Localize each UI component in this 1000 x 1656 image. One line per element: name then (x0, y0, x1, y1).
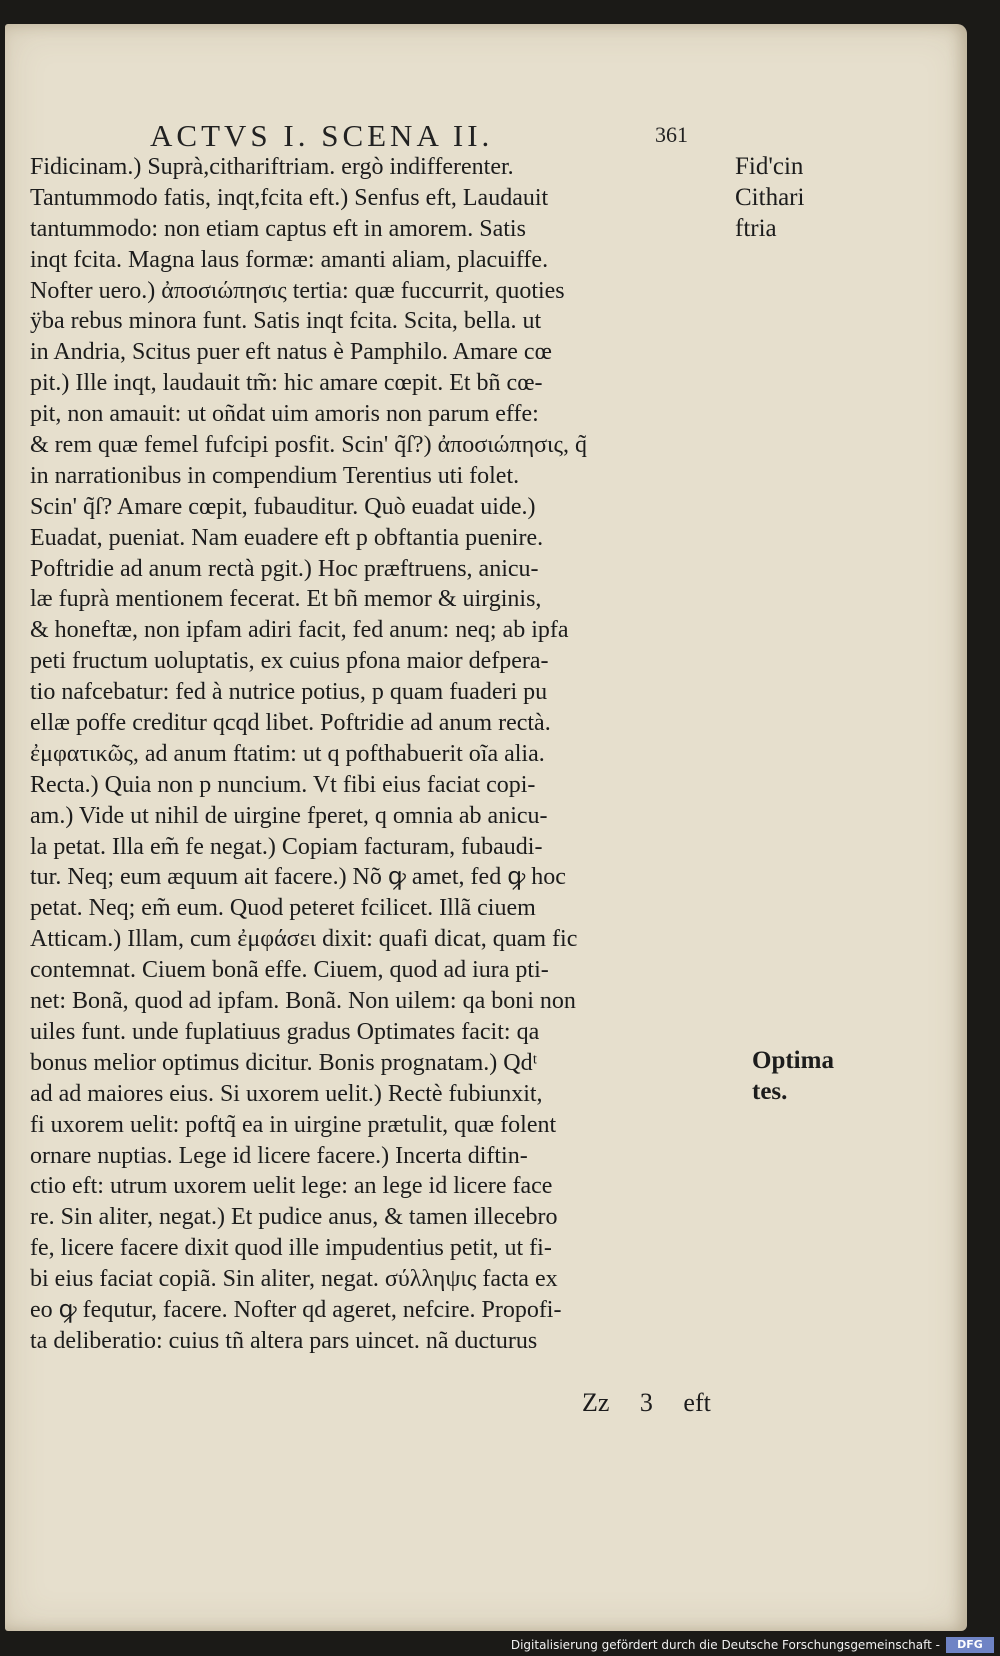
text-line: ἐμφατικῶς, ad anum ftatim: ut q pofthabuerit oĩa alia. (30, 740, 545, 767)
text-line: am.) Vide ut nihil de uirgine fperet, q omnia ab anicu- (30, 802, 548, 829)
page-footer (582, 1388, 711, 1418)
text-line: tur. Neq; eum æquum ait facere.) Nõ ꝙ amet, fed ꝙ hoc (30, 864, 566, 891)
dfg-logo: DFG (946, 1637, 994, 1653)
text-line: peti fructum uoluptatis, ex cuius pfona maior defpera- (30, 648, 549, 675)
signature-mark: Zz 3 (582, 1388, 653, 1417)
text-line: tio nafcebatur: fed à nutrice potius, p quam fuaderi pu (30, 679, 548, 706)
text-line: pit.) Ille inqt, laudauit tm̃: hic amare cœpit. Et bñ cœ- (30, 370, 543, 397)
text-line: in Andria, Scitus puer eft natus è Pamphilo. Amare cœ (30, 339, 552, 366)
text-line: pit, non amauit: ut oñdat uim amoris non parum effe: (30, 401, 539, 428)
marginal-line: Fid'cin (735, 153, 804, 180)
text-line: la petat. Illa em̃ fe negat.) Copiam facturam, fubaudi- (30, 833, 543, 860)
text-line: ad ad maiores eius. Si uxorem uelit.) Rectè fubiunxit, (30, 1080, 543, 1107)
page-number: 361 (655, 122, 688, 147)
marginal-line: Cithari (735, 183, 805, 211)
catchword: eft (683, 1388, 711, 1417)
text-line: ellæ poffe creditur qcqd libet. Poftridie ad anum rectà. (30, 710, 551, 737)
text-line: Tantummodo fatis, inqt,fcita eft.) Senfus eft, Laudauit (30, 184, 549, 211)
text-line: re. Sin aliter, negat.) Et pudice anus, & tamen illecebro (30, 1204, 558, 1231)
text-line: ctio eft: utrum uxorem uelit lege: an lege id licere face (30, 1173, 553, 1200)
text-line: uiles funt. unde fuplatiuus gradus Optimates facit: qa (30, 1018, 540, 1045)
marginal-line: ftria (735, 214, 777, 242)
marginal-note-optimates (752, 1046, 834, 1108)
text-line: Recta.) Quia non p nuncium. Vt fibi eius faciat copi- (30, 771, 536, 798)
text-line: in narrationibus in compendium Terentius uti folet. (30, 462, 520, 489)
text-line: & rem quæ femel fufcipi posfit. Scin' q̃ſ?) ἀποσιώπησις, q̃ (30, 432, 588, 459)
text-line: Nofter uero.) ἀποσιώπησις tertia: quæ fuccurrit, quoties (30, 277, 565, 304)
text-line: ornare nuptias. Lege id licere facere.) Incerta diftin- (30, 1142, 528, 1169)
text-line: petat. Neq; em̃ eum. Quod peteret fcilicet. Illã ciuem (30, 895, 536, 922)
marginal-line: Optima (752, 1047, 834, 1074)
text-line: Poftridie ad anum rectà pgit.) Hoc præftruens, anicu- (30, 555, 539, 582)
running-head: ACTVS I. SCENA II. (150, 118, 494, 153)
text-line: tantummodo: non etiam captus eft in amorem. Satis (30, 215, 526, 242)
text-line: inqt fcita. Magna laus formæ: amanti aliam, placuiffe. (30, 246, 549, 273)
text-line: eo ꝙ fequtur, facere. Nofter qd ageret, nefcire. Propofi- (30, 1296, 562, 1323)
marginal-line: tes. (752, 1077, 788, 1105)
text-line: & honeftæ, non ipfam adiri facit, fed anum: neq; ab ipfa (30, 617, 569, 644)
body-text (30, 152, 750, 1357)
text-line: bi eius faciat copiã. Sin aliter, negat. σύλληψις facta ex (30, 1266, 558, 1293)
text-line: Euadat, pueniat. Nam euadere eft p obftantia puenire. (30, 524, 544, 551)
text-line: læ fuprà mentionem fecerat. Et bñ memor & uirginis, (30, 586, 542, 613)
text-line: bonus melior optimus dicitur. Bonis prognatam.) Qdᵗ (30, 1049, 538, 1076)
marginal-note-fidicina (735, 152, 804, 245)
text-line: fi uxorem uelit: poftq̃ ea in uirgine prætulit, quæ folent (30, 1111, 557, 1138)
text-line: Scin' q̃ſ? Amare cœpit, fubauditur. Quò euadat uide.) (30, 493, 536, 520)
text-line: net: Bonã, quod ad ipfam. Bonã. Non uilem: qa boni non (30, 988, 576, 1015)
text-line: ÿba rebus minora funt. Satis inqt fcita. Scita, bella. ut (30, 308, 542, 335)
digitization-credit: Digitalisierung gefördert durch die Deutsche Forschungsgemeinschaft - (510, 1638, 940, 1652)
text-line: ta deliberatio: cuius tñ altera pars uincet. nã ducturus (30, 1327, 538, 1354)
text-line: contemnat. Ciuem bonã effe. Ciuem, quod ad iura pti- (30, 957, 549, 984)
text-line: fe, licere facere dixit quod ille impudentius petit, ut fi- (30, 1235, 552, 1262)
text-line: Atticam.) Illam, cum ἐμφάσει dixit: quafi dicat, quam fic (30, 926, 578, 953)
text-line: Fidicinam.) Suprà,cithariftriam. ergò indifferenter. (30, 154, 514, 180)
